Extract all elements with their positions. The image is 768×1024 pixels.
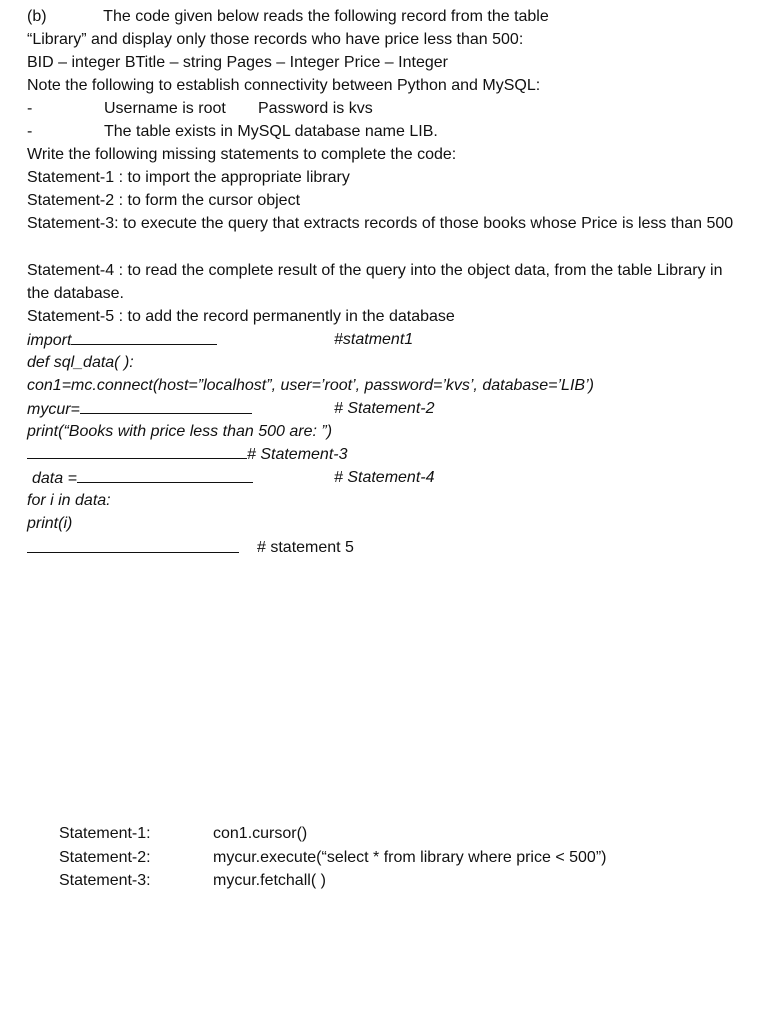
code-statement-3-line [27,444,348,465]
answer-label-3: Statement-3: [59,872,151,889]
note-line: Note the following to establish connectivity between Python and MySQL: [27,77,541,94]
code-statement-5-line [27,538,239,559]
code-print-i-line: print(i) [27,515,73,532]
bullet-2-text: The table exists in MySQL database name LIB. [104,123,438,140]
answer-value-1: con1.cursor() [213,825,308,842]
code-def-line: def sql_data( ): [27,354,134,371]
statement-3-description: Statement-3: to execute the query that extracts records of those books whose Price is less than 500 [27,215,734,232]
bullet-1-username: Username is root [104,100,226,117]
blank-statement-4[interactable] [77,468,253,483]
answer-value-2: mycur.execute(“select * from library where price < 500”) [213,849,607,866]
statement-2-description: Statement-2 : to form the cursor object [27,192,301,209]
code-mycur-prefix: mycur= [27,401,80,418]
blank-statement-2[interactable] [80,399,252,414]
blank-statement-1[interactable] [71,330,217,345]
code-mycur-line [27,399,252,420]
code-data-line [32,468,253,489]
code-comment-statement-5: # statement 5 [257,539,354,556]
blank-statement-3[interactable] [27,444,247,459]
write-line: Write the following missing statements to complete the code: [27,146,457,163]
statement-5-description: Statement-5 : to add the record permanently in the database [27,308,455,325]
code-comment-statement-1: #statment1 [334,331,414,348]
bullet-dash: - [27,100,33,117]
code-import-keyword: import [27,332,72,349]
code-comment-statement-2: # Statement-2 [334,400,435,417]
blank-statement-5[interactable] [27,538,239,553]
intro-text-1: The code given below reads the following record from the table [103,8,549,25]
part-label: (b) [27,8,47,25]
code-data-prefix: data = [32,470,77,487]
statement-4-description: Statement-4 : to read the complete result of the query into the object data, from the table Library in the database. [27,262,723,302]
bullet-dash: - [27,123,33,140]
code-comment-statement-4: # Statement-4 [334,469,435,486]
statement-1-description: Statement-1 : to import the appropriate library [27,169,350,186]
intro-line-2: “Library” and display only those records who have price less than 500: [27,31,524,48]
answer-value-3: mycur.fetchall( ) [213,872,326,889]
code-import-line [27,330,217,351]
code-for-line: for i in data: [27,492,111,509]
code-print-line: print(“Books with price less than 500 are: ”) [27,423,333,440]
fields-line: BID – integer BTitle – string Pages – Integer Price – Integer [27,54,448,71]
bullet-1 [27,99,32,119]
intro-line-1 [27,7,549,27]
answer-label-1: Statement-1: [59,825,151,842]
answer-label-2: Statement-2: [59,849,151,866]
bullet-1-password: Password is kvs [258,100,373,117]
bullet-2 [27,122,32,142]
code-connect-line: con1=mc.connect(host=”localhost”, user=’root’, password=’kvs’, database=’LIB’) [27,377,594,394]
code-comment-statement-3: # Statement-3 [247,446,348,463]
